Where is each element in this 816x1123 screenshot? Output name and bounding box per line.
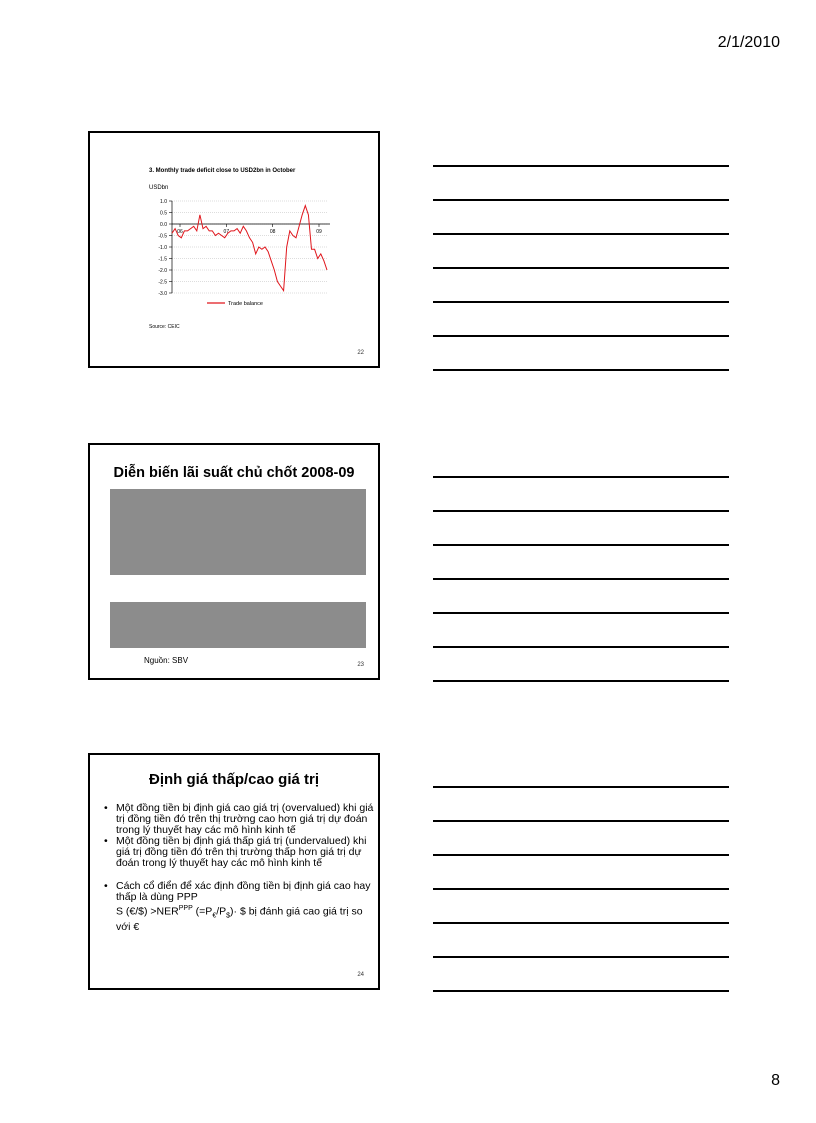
slide-number: 22 <box>357 350 364 356</box>
slide-22 <box>88 131 380 368</box>
interest-rate-chart-image-lower <box>110 602 366 648</box>
x-tick-label: 06 <box>177 229 183 235</box>
bullet-item: • Một đồng tiền bị định giá thấp giá trị (undervalued) khi giá trị đồng tiền đó trên thị trường thấp hơn giá trị dự đoán trong lý thuyết hay các mô hình kinh tế <box>104 835 367 869</box>
y-tick-label: 0.0 <box>160 222 167 228</box>
x-tick-label: 07 <box>223 229 230 235</box>
y-tick-label: -3.0 <box>158 291 167 297</box>
trade-balance-line <box>172 206 327 291</box>
y-axis-label: USDbn <box>149 185 169 191</box>
slide-number: 23 <box>357 662 364 668</box>
y-tick-label: -0.5 <box>158 233 167 240</box>
slide-title: Định giá thấp/cao giá trị <box>148 771 320 788</box>
y-tick-label: -1.5 <box>158 256 167 263</box>
y-tick-label: 0.5 <box>160 210 167 217</box>
chart-title: 3. Monthly trade deficit close to USD2bn in October <box>149 168 296 174</box>
y-tick-label: -2.0 <box>158 268 167 274</box>
slide-title: Diễn biến lãi suất chủ chốt 2008-09 <box>113 465 355 481</box>
chart-svg <box>147 161 332 333</box>
x-tick-label: 09 <box>316 229 322 235</box>
formula-line: S (€/$) $>NER^{PPP}$ $(=P_€/P_{\$})\cdot$ $ bị đánh giá cao giá trị so với € <box>116 905 363 933</box>
trade-balance-chart <box>147 161 332 333</box>
y-tick-label: -1.0 <box>158 245 167 251</box>
y-tick-label: -2.5 <box>158 279 167 286</box>
slide-23 <box>88 443 380 680</box>
bullet-item: • Một đồng tiền bị định giá cao giá trị (overvalued) khi giá trị đồng tiền đó trên thị trường cao hơn giá trị dự đoán trong lý thuyết hay các mô hình kinh tế <box>104 802 374 836</box>
notes-lines-23 <box>433 476 729 714</box>
notes-lines-22 <box>433 165 729 403</box>
legend-label: Trade balance <box>228 301 263 307</box>
chart-source: Source: CEIC <box>149 324 180 330</box>
y-tick-label: 1.0 <box>160 199 167 205</box>
page-number: 8 <box>771 1072 780 1089</box>
header-date: 2/1/2010 <box>717 34 780 51</box>
interest-rate-chart-image <box>110 489 366 575</box>
slide-source: Nguồn: SBV <box>144 656 189 665</box>
slide-24 <box>88 753 380 990</box>
notes-lines-24 <box>433 786 729 1024</box>
bullet-item: • Cách cổ điển để xác định đồng tiền bị định giá cao hay thấp là dùng PPP <box>104 880 371 903</box>
x-tick-label: 08 <box>269 229 276 235</box>
slide-number: 24 <box>357 972 364 978</box>
bullet-list <box>104 803 376 933</box>
